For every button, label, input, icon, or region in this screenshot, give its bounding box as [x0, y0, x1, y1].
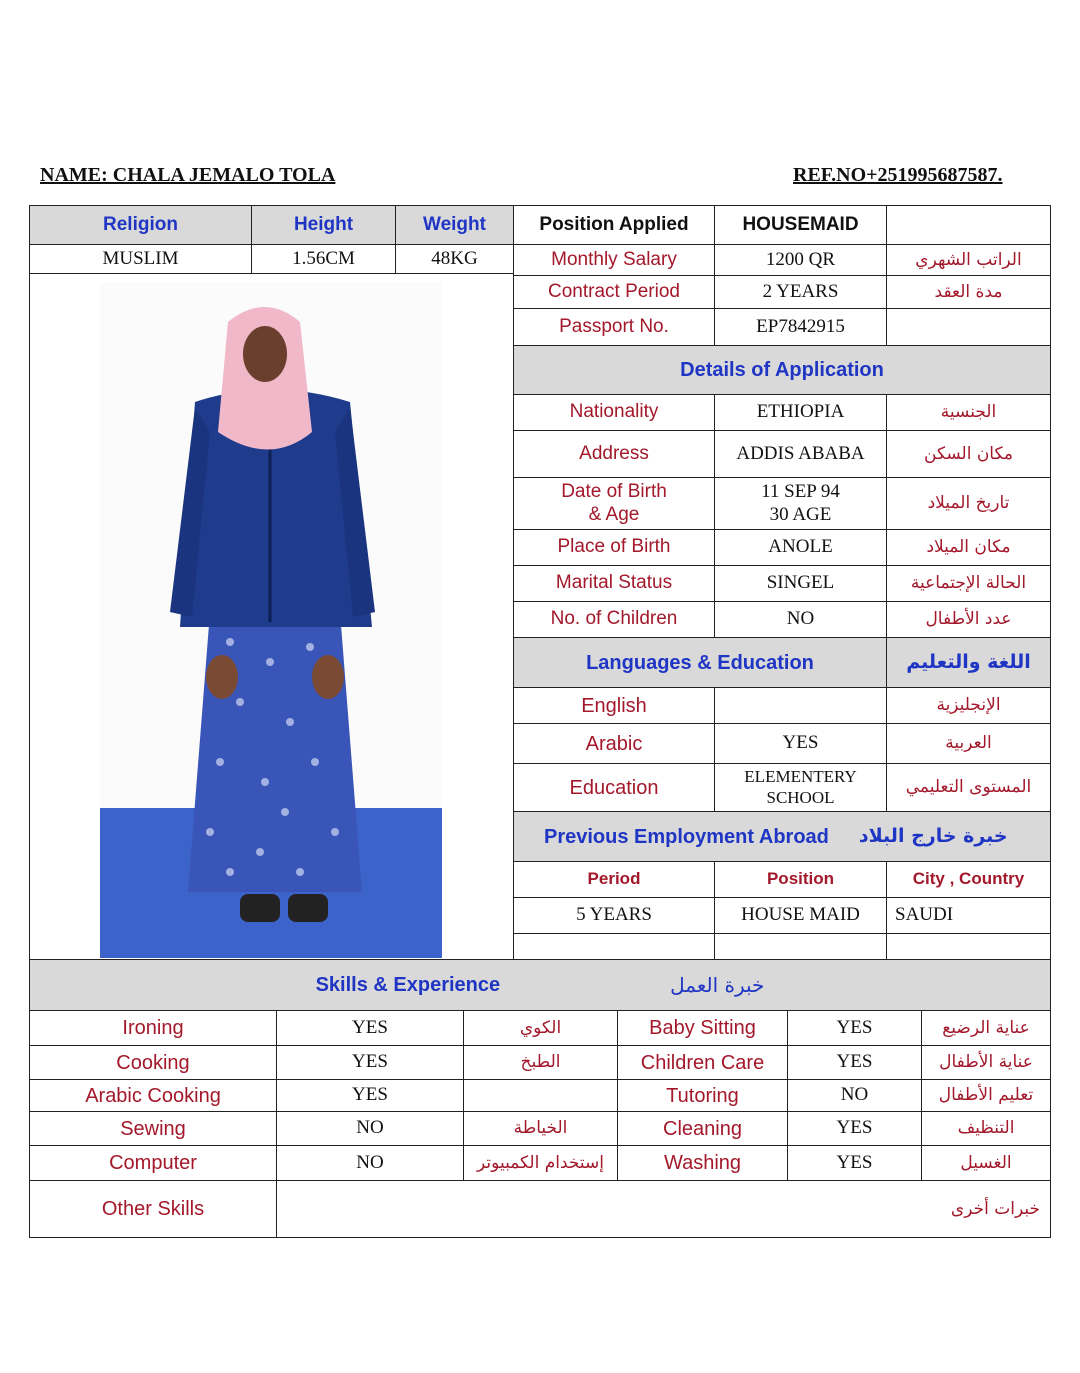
other-skills-label: Other Skills [29, 1180, 277, 1238]
candidate-photo-illustration [100, 282, 442, 958]
education-label: Education [513, 763, 715, 812]
education-value [714, 763, 887, 812]
skills-title-arabic: خبرة العمل [670, 973, 765, 997]
skill-value-right: NO [787, 1079, 922, 1112]
address-label: Address [513, 430, 715, 478]
skill-label-right: Children Care [617, 1045, 788, 1080]
place-of-birth-label: Place of Birth [513, 529, 715, 566]
skill-arabic-right: تعليم الأطفال [921, 1079, 1051, 1112]
contract-period-label: Contract Period [513, 275, 715, 309]
skill-arabic-left [463, 1079, 618, 1112]
employment-city-label: City , Country [886, 861, 1051, 898]
monthly-salary-value: 1200 QR [714, 244, 887, 276]
dob-label [513, 477, 715, 530]
skill-label-left: Computer [29, 1145, 277, 1181]
contract-period-value: 2 YEARS [714, 275, 887, 309]
dob-arabic: تاريخ الميلاد [886, 477, 1051, 530]
arabic-label: Arabic [513, 723, 715, 764]
marital-status-label: Marital Status [513, 565, 715, 602]
english-value [714, 687, 887, 724]
religion-value: MUSLIM [29, 244, 252, 274]
skill-label-left: Sewing [29, 1111, 277, 1146]
skill-arabic-left: الطبخ [463, 1045, 618, 1080]
employment-city-value: SAUDI [886, 897, 1051, 934]
arabic-arabic: العربية [886, 723, 1051, 764]
skill-arabic-right: الغسيل [921, 1145, 1051, 1181]
dob-value [714, 477, 887, 530]
reference-number: REF.NO+251995687587. [793, 164, 1003, 186]
skill-arabic-left: إستخدام الكمبيوتر [463, 1145, 618, 1181]
skill-label-left: Arabic Cooking [29, 1079, 277, 1112]
skill-label-right: Tutoring [617, 1079, 788, 1112]
details-title: Details of Application [513, 345, 1051, 395]
passport-label: Passport No. [513, 308, 715, 346]
employment-title [513, 811, 1051, 862]
skill-arabic-left: الخياطة [463, 1111, 618, 1146]
employment-period-label: Period [513, 861, 715, 898]
candidate-photo [100, 282, 442, 958]
skill-value-right: YES [787, 1145, 922, 1181]
employment-title-arabic: خبرة خارج البلاد [858, 825, 1008, 848]
skills-title: Skills & Experience [315, 974, 501, 996]
nationality-value: ETHIOPIA [714, 394, 887, 431]
skill-label-right: Washing [617, 1145, 788, 1181]
dob-label-line1: Date of Birth [561, 480, 667, 502]
nationality-arabic: الجنسية [886, 394, 1051, 431]
children-arabic: عدد الأطفال [886, 601, 1051, 638]
skill-value-left: NO [276, 1145, 464, 1181]
position-applied-blank [886, 205, 1051, 245]
skill-arabic-left: الكوي [463, 1010, 618, 1046]
employment-empty-1 [513, 933, 715, 960]
skill-label-left: Ironing [29, 1010, 277, 1046]
other-skills-cell [276, 1180, 1051, 1238]
skills-title-bar [29, 959, 1051, 1011]
height-label: Height [251, 205, 396, 245]
monthly-salary-label: Monthly Salary [513, 244, 715, 276]
skill-value-left: YES [276, 1079, 464, 1112]
position-applied-value: HOUSEMAID [714, 205, 887, 245]
skill-arabic-right: التنظيف [921, 1111, 1051, 1146]
skill-value-left: YES [276, 1010, 464, 1046]
weight-label: Weight [395, 205, 514, 245]
contract-period-arabic: مدة العقد [886, 275, 1051, 309]
position-applied-label: Position Applied [513, 205, 715, 245]
monthly-salary-arabic: الراتب الشهري [886, 244, 1051, 276]
skill-label-right: Cleaning [617, 1111, 788, 1146]
weight-value: 48KG [395, 244, 514, 274]
skill-value-left: NO [276, 1111, 464, 1146]
skill-value-left: YES [276, 1045, 464, 1080]
passport-blank [886, 308, 1051, 346]
address-value: ADDIS ABABA [714, 430, 887, 478]
nationality-label: Nationality [513, 394, 715, 431]
education-arabic: المستوى التعليمي [886, 763, 1051, 812]
skill-value-right: YES [787, 1045, 922, 1080]
dob-label-line2: & Age [588, 503, 640, 525]
skill-arabic-right: عناية الرضيع [921, 1010, 1051, 1046]
other-skills-arabic: خبرات أخرى [950, 1198, 1040, 1219]
marital-status-arabic: الحالة الإجتماعية [886, 565, 1051, 602]
english-label: English [513, 687, 715, 724]
children-value: NO [714, 601, 887, 638]
languages-title: Languages & Education [513, 637, 887, 688]
skill-arabic-right: عناية الأطفال [921, 1045, 1051, 1080]
education-value-line1: ELEMENTERY [744, 767, 857, 787]
place-of-birth-arabic: مكان الميلاد [886, 529, 1051, 566]
employment-position-value: HOUSE MAID [714, 897, 887, 934]
place-of-birth-value: ANOLE [714, 529, 887, 566]
skill-value-right: YES [787, 1111, 922, 1146]
education-value-line2: SCHOOL [766, 787, 835, 807]
children-label: No. of Children [513, 601, 715, 638]
dob-value-line1: 11 SEP 94 [761, 480, 840, 502]
passport-value: EP7842915 [714, 308, 887, 346]
marital-status-value: SINGEL [714, 565, 887, 602]
skill-label-right: Baby Sitting [617, 1010, 788, 1046]
employment-empty-2 [714, 933, 887, 960]
religion-label: Religion [29, 205, 252, 245]
languages-title-arabic: اللغة والتعليم [886, 637, 1051, 688]
skill-value-right: YES [787, 1010, 922, 1046]
employment-period-value: 5 YEARS [513, 897, 715, 934]
candidate-name: NAME: CHALA JEMALO TOLA [40, 164, 336, 186]
arabic-value: YES [714, 723, 887, 764]
skill-label-left: Cooking [29, 1045, 277, 1080]
height-value: 1.56CM [251, 244, 396, 274]
employment-position-label: Position [714, 861, 887, 898]
employment-title-text: Previous Employment Abroad [544, 825, 829, 848]
english-arabic: الإنجليزية [886, 687, 1051, 724]
dob-value-line2: 30 AGE [769, 503, 832, 525]
employment-empty-3 [886, 933, 1051, 960]
address-arabic: مكان السكن [886, 430, 1051, 478]
